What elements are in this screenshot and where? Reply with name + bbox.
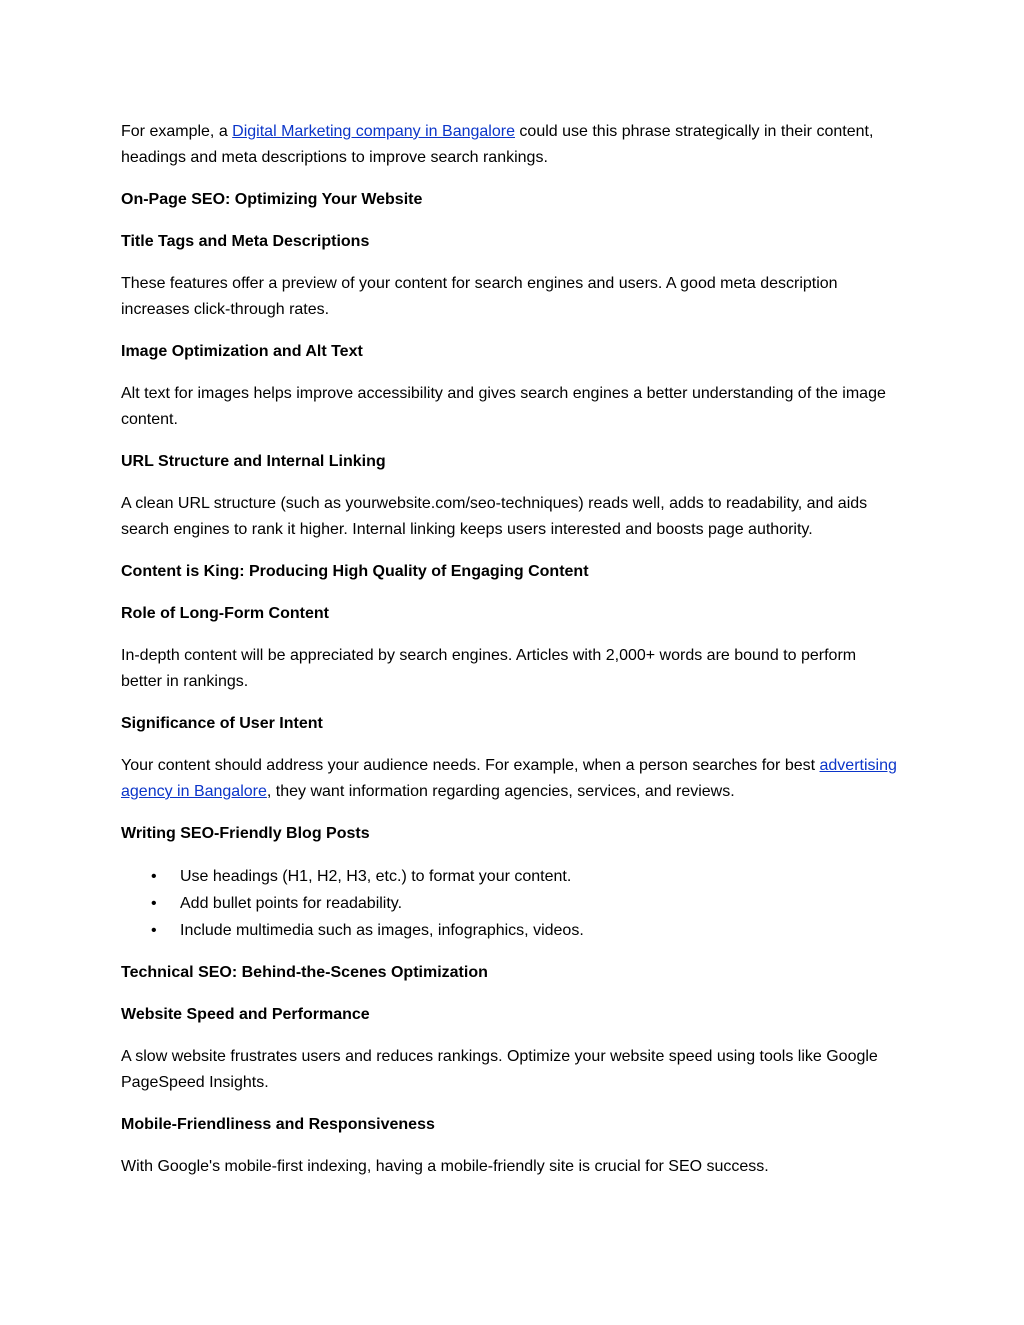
image-optimization-heading: Image Optimization and Alt Text	[121, 343, 363, 360]
url-structure-paragraph: A clean URL structure (such as yourwebsite.com/seo-techniques) reads well, adds to readability, and aids search engines to rank it higher. Internal linking keeps users interested and boosts page authority.	[121, 495, 868, 538]
image-optimization-paragraph: Alt text for images helps improve accessibility and gives search engines a better understanding of the image content.	[121, 385, 886, 428]
bullet-icon: •	[151, 895, 157, 912]
long-form-heading: Role of Long-Form Content	[121, 605, 329, 622]
list-item	[121, 890, 901, 917]
url-structure-heading: URL Structure and Internal Linking	[121, 453, 386, 470]
user-intent-heading: Significance of User Intent	[121, 715, 323, 732]
list-item	[121, 917, 901, 944]
onpage-seo-heading: On-Page SEO: Optimizing Your Website	[121, 191, 423, 208]
list-item-text: Use headings (H1, H2, H3, etc.) to format your content.	[180, 868, 572, 885]
title-tags-paragraph: These features offer a preview of your content for search engines and users. A good meta description increases click-through rates.	[121, 275, 838, 318]
user-intent-paragraph	[121, 753, 901, 805]
user-intent-text-after: , they want information regarding agencies, services, and reviews.	[266, 783, 735, 800]
intro-paragraph	[121, 119, 901, 171]
website-speed-heading: Website Speed and Performance	[121, 1006, 370, 1023]
website-speed-paragraph: A slow website frustrates users and reduces rankings. Optimize your website speed using tools like Google PageSpeed Insights.	[121, 1048, 878, 1091]
intro-text-before: For example, a	[121, 123, 233, 140]
long-form-paragraph: In-depth content will be appreciated by search engines. Articles with 2,000+ words are bound to perform better in rankings.	[121, 647, 857, 690]
intro-text-after: could use this phrase strategically in their content, headings and meta descriptions to improve search rankings.	[121, 123, 874, 166]
bullet-icon: •	[151, 922, 157, 939]
list-item-text: Add bullet points for readability.	[180, 895, 403, 912]
technical-seo-heading: Technical SEO: Behind-the-Scenes Optimization	[121, 964, 488, 981]
document-page	[121, 119, 901, 1196]
blog-posts-heading: Writing SEO-Friendly Blog Posts	[121, 825, 370, 842]
blog-bullet-list	[121, 863, 901, 944]
mobile-friendliness-paragraph: With Google's mobile-first indexing, having a mobile-friendly site is crucial for SEO success.	[121, 1158, 769, 1175]
list-item	[121, 863, 901, 890]
title-tags-heading: Title Tags and Meta Descriptions	[121, 233, 370, 250]
mobile-friendliness-heading: Mobile-Friendliness and Responsiveness	[121, 1116, 435, 1133]
digital-marketing-link[interactable]: Digital Marketing company in Bangalore	[232, 123, 515, 140]
content-king-heading: Content is King: Producing High Quality of Engaging Content	[121, 563, 589, 580]
advertising-agency-link[interactable]: advertising agency in Bangalore	[121, 757, 897, 800]
user-intent-text-before: Your content should address your audience needs. For example, when a person searches for best	[121, 757, 820, 774]
list-item-text: Include multimedia such as images, infographics, videos.	[180, 922, 584, 939]
bullet-icon: •	[151, 868, 157, 885]
